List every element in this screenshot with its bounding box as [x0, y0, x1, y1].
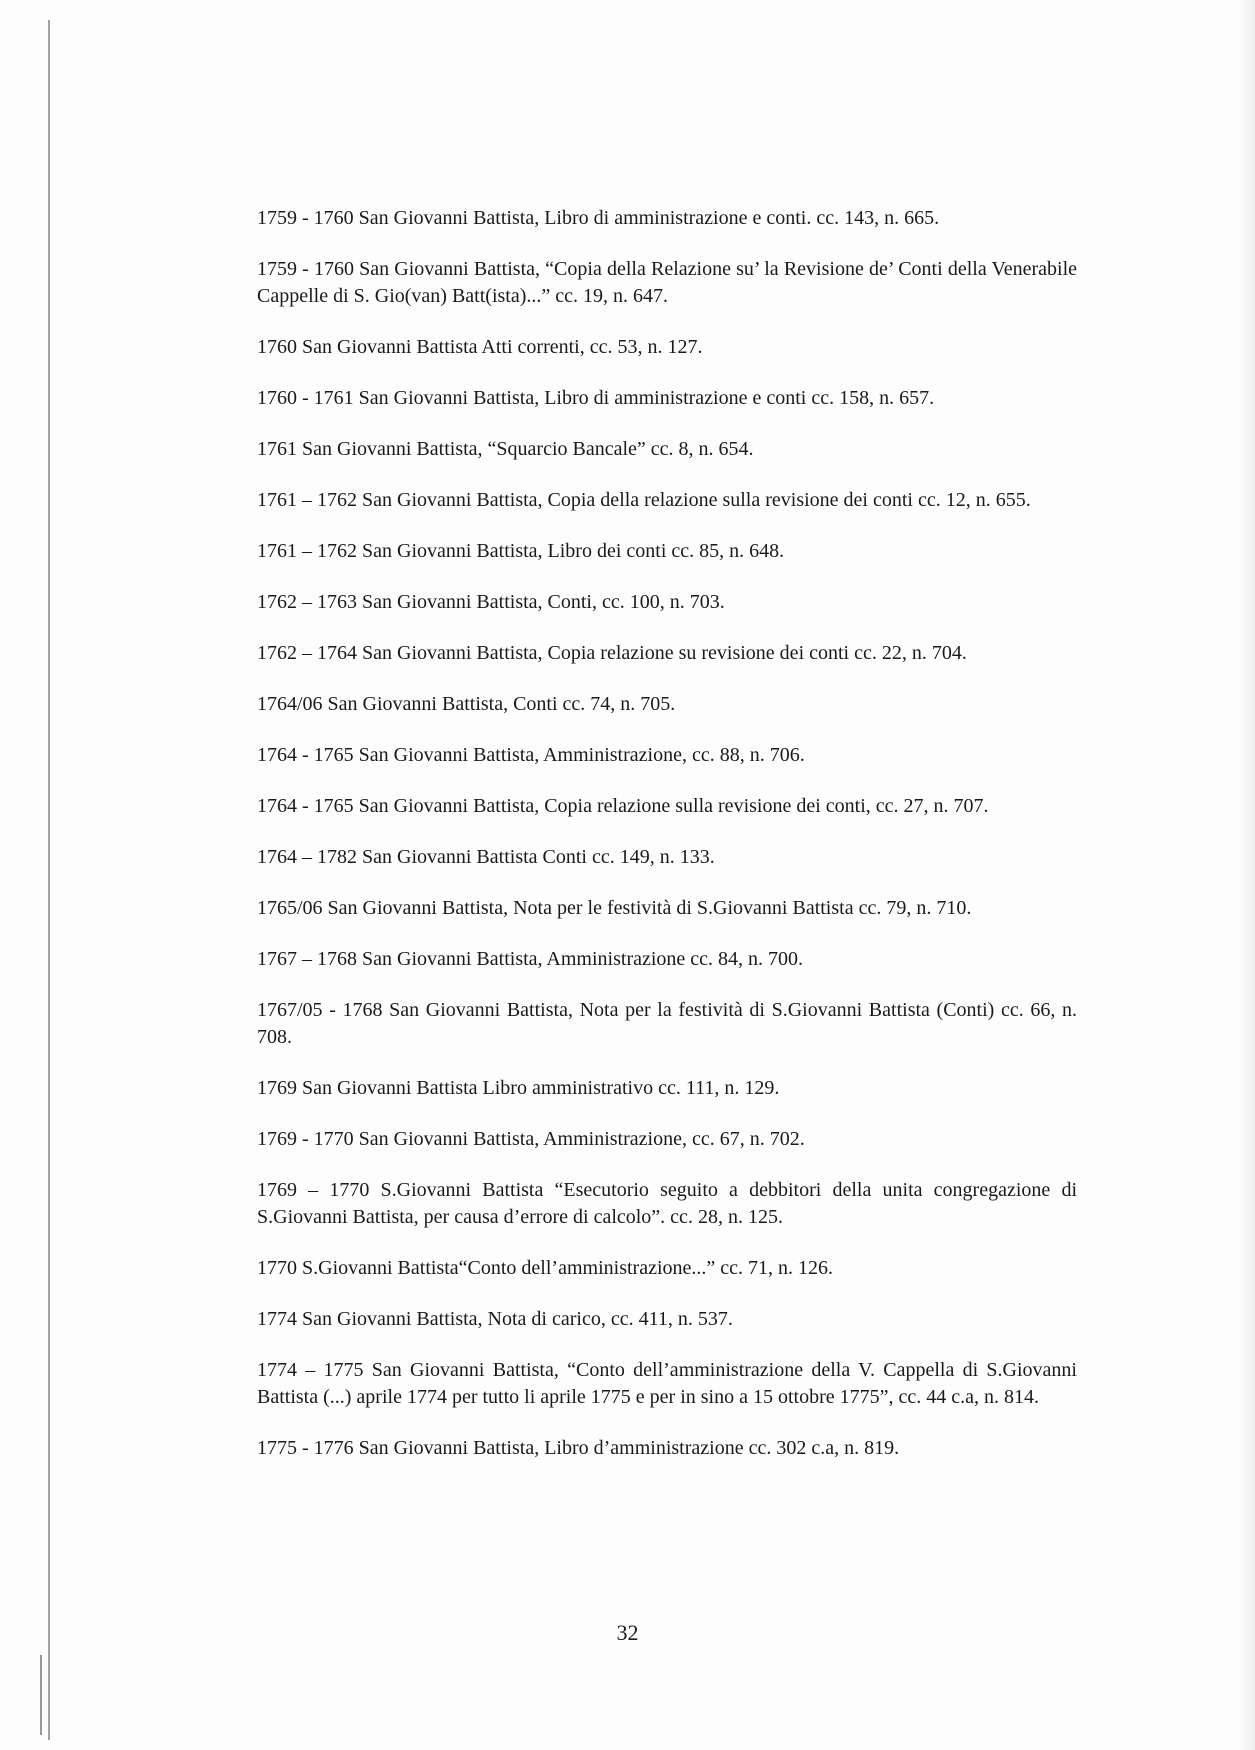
archive-entry: 1764 - 1765 San Giovanni Battista, Copia relazione sulla revisione dei conti, cc. 27, n. 707.: [257, 795, 989, 817]
archive-entry: 1767/05 - 1768 San Giovanni Battista, Nota per la festività di S.Giovanni Battista (Conti) cc. 66, n. 708.: [257, 999, 1077, 1048]
archive-entry: 1760 - 1761 San Giovanni Battista, Libro di amministrazione e conti cc. 158, n. 657.: [257, 387, 935, 409]
archive-entry: 1769 San Giovanni Battista Libro amministrativo cc. 111, n. 129.: [257, 1077, 780, 1099]
scan-right-shadow: [1240, 0, 1255, 1750]
page-number: 32: [616, 1620, 639, 1645]
archive-entry: 1774 – 1775 San Giovanni Battista, “Conto dell’amministrazione della V. Cappella di S.Giovanni Battista (...) aprile 1774 per tutto li aprile 1775 e per in sino a 15 ottobre 1775”, cc. 44 c.a, n. 814.: [257, 1359, 1077, 1408]
archive-entry: 1769 - 1770 San Giovanni Battista, Amministrazione, cc. 67, n. 702.: [257, 1128, 805, 1150]
archive-entry: 1764 - 1765 San Giovanni Battista, Amministrazione, cc. 88, n. 706.: [257, 744, 805, 766]
archive-entry: 1761 San Giovanni Battista, “Squarcio Bancale” cc. 8, n. 654.: [257, 438, 754, 460]
archive-entry: 1761 – 1762 San Giovanni Battista, Copia della relazione sulla revisione dei conti cc. 12, n. 655.: [257, 489, 1031, 511]
archive-entry: 1761 – 1762 San Giovanni Battista, Libro dei conti cc. 85, n. 648.: [257, 540, 785, 562]
archive-entry: 1764/06 San Giovanni Battista, Conti cc. 74, n. 705.: [257, 693, 676, 715]
archive-entry: 1759 - 1760 San Giovanni Battista, “Copia della Relazione su’ la Revisione de’ Conti della Venerabile Cappelle di S. Gio(van) Batt(ista)...” cc. 19, n. 647.: [257, 258, 1077, 307]
archive-entry: 1760 San Giovanni Battista Atti correnti, cc. 53, n. 127.: [257, 336, 703, 358]
archive-entry: 1767 – 1768 San Giovanni Battista, Amministrazione cc. 84, n. 700.: [257, 948, 804, 970]
archive-entry: 1775 - 1776 San Giovanni Battista, Libro d’amministrazione cc. 302 c.a, n. 819.: [257, 1437, 900, 1459]
scan-binding-edge: [48, 20, 50, 1740]
archive-entry: 1759 - 1760 San Giovanni Battista, Libro di amministrazione e conti. cc. 143, n. 665.: [257, 207, 940, 229]
archive-entry: 1762 – 1764 San Giovanni Battista, Copia relazione su revisione dei conti cc. 22, n. 704.: [257, 642, 967, 664]
scan-binding-mark: [40, 1655, 42, 1735]
archive-entry-list: [257, 205, 1077, 1486]
archive-entry: 1770 S.Giovanni Battista“Conto dell’amministrazione...” cc. 71, n. 126.: [257, 1257, 834, 1279]
archive-entry: 1769 – 1770 S.Giovanni Battista “Esecutorio seguito a debbitori della unita congregazione di S.Giovanni Battista, per causa d’errore di calcolo”. cc. 28, n. 125.: [257, 1179, 1077, 1228]
archive-entry: 1762 – 1763 San Giovanni Battista, Conti, cc. 100, n. 703.: [257, 591, 725, 613]
archive-entry: 1774 San Giovanni Battista, Nota di carico, cc. 411, n. 537.: [257, 1308, 733, 1330]
archive-entry: 1765/06 San Giovanni Battista, Nota per le festività di S.Giovanni Battista cc. 79, n. 710.: [257, 897, 972, 919]
archive-entry: 1764 – 1782 San Giovanni Battista Conti cc. 149, n. 133.: [257, 846, 715, 868]
